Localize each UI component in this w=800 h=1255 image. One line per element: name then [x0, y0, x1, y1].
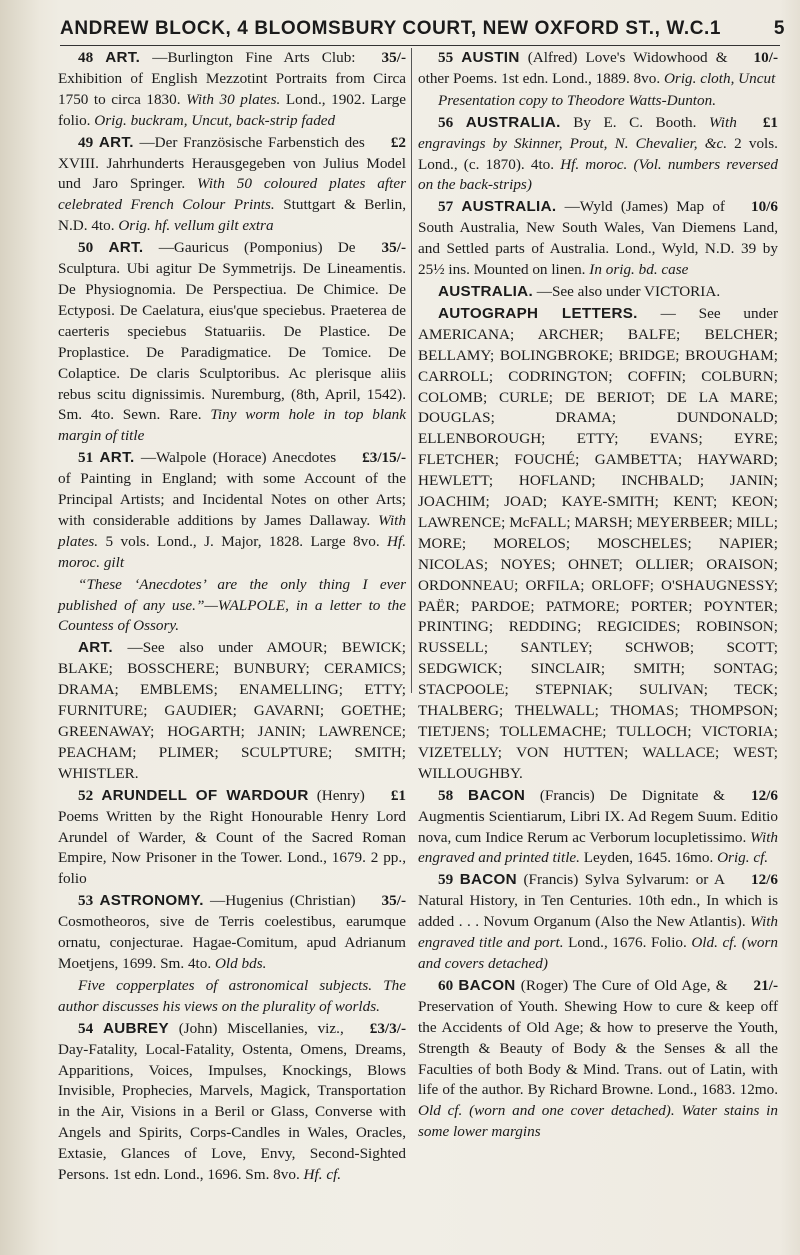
entry-heading: BACON [458, 976, 516, 994]
entry-italic-note: Orig. cloth, Uncut [663, 69, 776, 87]
catalogue-entry [418, 91, 778, 112]
entry-text: —Walpole (Horace) Anecdotes of Painting in England; with some Account of the Principal Artists; and Incidental Notes on other Arts; with considerable additions by James Dallaway. [58, 449, 406, 529]
catalogue-entry [418, 976, 778, 1143]
entry-number: 55 [438, 49, 454, 66]
left-column [58, 48, 406, 1187]
catalogue-entry [58, 238, 406, 447]
catalogue-entry [418, 282, 778, 303]
entry-text: (Alfred) Love's Widowhood & other Poems. 1st edn. Lond., 1889. 8vo. [418, 49, 728, 87]
catalogue-entry [418, 197, 778, 281]
bookseller-address: ANDREW BLOCK, 4 BLOOMSBURY COURT, NEW OXFORD ST., W.C.1 [60, 18, 722, 39]
entry-text: —Gauricus (Pomponius) De Sculptura. Ubi agitur De Symmetrijs. De Lineamentis. De Physiognomia. De Perspectiua. De Chimice. De Ectyposi. De Caelatura, eius'que speciebus. Praeterea de caerteris speciebus Statuariis. De Plastice. De Proplastice. De Paradigmatice. De Tomice. De Colaptice. De claris Sculptoribus. Ac plerisque aliis rebus scitu dignissimis. Nuremburg, (8th, April, 1542). Sm. 4to. Sewn. Rare. [58, 239, 406, 424]
entry-price: £2 [390, 133, 406, 151]
entry-heading: ART. [99, 449, 135, 467]
entry-number: 49 [78, 133, 94, 151]
entry-text: (Henry) Poems Written by the Right Honourable Henry Lord Arundel of Warder, & Count of the Sacred Roman Empire, Now Prisoner in the Tower. Lond., 1679. 2 pp., folio [58, 786, 406, 888]
entry-heading: AUSTIN [461, 49, 520, 66]
catalogue-entry [58, 448, 406, 573]
entry-imprint: 2 vols. Lond., (c. 1870). 4to. [418, 134, 778, 173]
entry-number: 51 [78, 449, 94, 467]
column-divider [411, 48, 412, 693]
entry-italic-note: With plates. [58, 511, 406, 550]
catalogue-entry [418, 113, 778, 197]
catalogue-entry [58, 786, 406, 891]
entry-heading: ART. [98, 133, 134, 151]
entry-heading: AUSTRALIA. [465, 113, 561, 131]
catalogue-entry [58, 638, 406, 784]
catalogue-entry [58, 891, 406, 975]
entry-imprint: Lond., 1676. Folio. [568, 934, 687, 952]
catalogue-entry [418, 304, 778, 785]
entry-binding-note: Orig. buckram, Uncut, back-strip faded [94, 111, 336, 129]
catalogue-entry [418, 870, 778, 975]
catalogue-entry [418, 48, 778, 90]
entry-price: 35/- [381, 49, 406, 66]
entry-italic-note: With engraved title and port. [418, 913, 779, 952]
entry-price: 12/6 [750, 786, 778, 804]
entry-italic-note: “These ‘Anecdotes’ are the only thing I ever published of any use.”—WALPOLE, in a letter to the Countess of Ossory. [58, 575, 406, 635]
entry-heading: AUSTRALIA. [438, 282, 533, 300]
entry-number: 60 [438, 976, 454, 994]
entry-imprint: 5 vols. Lond., J. Major, 1828. Large 8vo. [105, 532, 380, 550]
entry-price: £1 [762, 113, 778, 131]
entry-text: —Hugenius (Christian) Cosmotheoros, sive de Terris coelestibus, earumque ornatu, conjecturae. Hagae-Comitum, apud Adrianum Moetjens, 1699. Sm. 4to. [58, 892, 406, 972]
entry-italic-note: Old cf. (worn and one cover detached). Water stains in some lower margins [418, 1102, 778, 1141]
entry-price: £1 [390, 786, 406, 804]
page-number: 5 [773, 18, 785, 39]
entry-price: 12/6 [750, 871, 778, 889]
entry-heading: BACON [467, 786, 526, 804]
entry-italic-note: With engraved and printed title. [418, 828, 779, 867]
entry-number: 56 [438, 113, 454, 131]
entry-italic-note: Five copperplates of astronomical subjects. The author discusses his views on the plurality of worlds. [58, 976, 406, 1015]
entry-imprint: Leyden, 1645. 16mo. [583, 849, 714, 867]
entry-price: £3/15/- [362, 449, 406, 467]
entry-italic-note: Presentation copy to Theodore Watts-Dunton. [438, 91, 716, 109]
entry-number: 59 [438, 871, 454, 889]
entry-heading: ASTRONOMY. [99, 892, 204, 910]
entry-price: 10/6 [750, 198, 778, 216]
entry-text: — See under AMERICANA; ARCHER; BALFE; BELCHER; BELLAMY; BOLINGBROKE; BRIDGE; BROUGHAM; CARROLL; CODRINGTON; COFFIN; COLBURN; COLOMB; CURLE; DE BERIOT; DE LA MARE; DOUGLAS; DRAMA; DUNDONALD; ELLENBOROUGH; ETTY; EVANS; EYRE; FLETCHER; FOUCHÉ; GAMBETTA; HAYWARD; HEWLETT; HOFLAND; INCHBALD; JANIN; JOACHIM; JOAD; KAYE-SMITH; KENT; KEON; LAWRENCE; McFALL; MARSH; MEYERBEER; MILL; MORE; MORELOS; MOSCHELES; NAPIER; NICOLAS; NOYES; OHNET; OLLIER; ORAISON; ORDONNEAU; ORFILA; ORLOFF; O'SHAUGNESSY; PAËR; PARDOE; PATMORE; PORTER; POYNTER; PRINTING; REDDING; REGICIDES; ROBINSON; RUSSELL; SANTLEY; SCHWOB; SCOTT; SEDGWICK; SINCLAIR; SMITH; SONTAG; STACPOOLE; STEPNIAK; SULIVAN; TECK; THALBERG; THELWALL; THOMAS; THOMPSON; TIETJENS; TOLLEMACHE; TULLOCH; VICTORIA; VIZETELLY; VON HUTTEN; WALLACE; WEST; WILLOUGHBY. [418, 304, 779, 782]
entry-text: —See also under AMOUR; BEWICK; BLAKE; BOSSCHERE; BUNBURY; CERAMICS; DRAMA; EMBLEMS; ENAMELLING; ETTY; FURNITURE; GAUDIER; GAVARNI; GOETHE; GREENAWAY; HOGARTH; JANIN; LAWRENCE; PEACHAM; PLIMER; SCULPTURE; SMITH; WHISTLER. [58, 639, 407, 782]
entry-price: £3/3/- [369, 1019, 406, 1037]
entry-number: 57 [438, 198, 454, 216]
entry-binding-note: Old. cf. (worn and covers detached) [418, 934, 778, 972]
entry-text: —Der Französische Farbenstich des XVIII. Jahrhunderts Herausgegeben von Julius Model und Jaro Springer. [58, 133, 406, 193]
entry-price: 10/- [753, 49, 778, 66]
entry-text: —Wyld (James) Map of South Australia, New South Wales, Van Diemens Land, and Settled parts of Australia. Lond., Wyld, N.D. 39 by 25½ ins. Mounted on linen. [418, 198, 778, 279]
catalogue-entry [58, 1019, 406, 1186]
entry-heading: ARUNDELL OF WARDOUR [101, 786, 309, 804]
entry-italic-note: Hf. cf. [303, 1166, 342, 1184]
entry-heading: ART. [105, 49, 141, 66]
entry-number: 53 [78, 892, 94, 910]
catalogue-entry [418, 786, 778, 870]
entry-number: 48 [78, 49, 94, 66]
entry-binding-note: Hf. moroc. gilt [58, 532, 407, 571]
entry-number: 54 [78, 1019, 94, 1037]
entry-text: (John) Miscellanies, viz., Day-Fatality, Local-Fatality, Ostenta, Omens, Dreams, Apparitions, Voices, Impulses, Knockings, Blows Invisible, Prophecies, Marvels, Magick, Transportation in the Air, Visions in a Beril or Glass, Converse with Angels and Spirits, Corps-Candles in Wales, Oracles, Extasie, Glances of Love, Envy, Second-Sighted Persons. 1st edn. Lond., 1696. Sm. 8vo. [58, 1019, 406, 1184]
entry-heading: AUTOGRAPH LETTERS. [438, 304, 638, 322]
catalogue-entry [58, 133, 406, 238]
entry-binding-note: Orig. cf. [717, 849, 769, 867]
entry-heading: AUSTRALIA. [461, 198, 557, 216]
entry-text: (Francis) De Dignitate & Augmentis Scientiarum, Libri IX. Ad Regem Suum. Editio nova, cum Indice Rerum ac Verborum locupletissimo. [418, 786, 778, 846]
entry-text: By E. C. Booth. [573, 113, 697, 131]
entry-binding-note: Hf. moroc. (Vol. numbers reversed on the back-strips) [418, 155, 778, 194]
entry-italic-note: With 30 plates. [186, 90, 281, 108]
entry-italic-note: In orig. bd. case [589, 261, 689, 279]
entry-number: 58 [438, 786, 454, 804]
catalogue-entry [58, 976, 406, 1018]
entry-text: —See also under VICTORIA. [536, 282, 721, 300]
entry-italic-note: With engravings by Skinner, Prout, N. Chevalier, &c. [418, 113, 737, 152]
entry-price: 21/- [753, 976, 778, 994]
entry-text: —Burlington Fine Arts Club: Exhibition of English Mezzotint Portraits from Circa 1750 to circa 1830. [58, 49, 406, 108]
running-head [60, 18, 785, 40]
header-rule [60, 45, 780, 46]
entry-imprint: Lond., 1902. Large folio. [58, 90, 406, 129]
entry-heading: AUBREY [102, 1019, 169, 1037]
entry-price: 35/- [381, 239, 406, 257]
entry-italic-note: Tiny worm hole in top blank margin of title [58, 406, 407, 445]
entry-heading: ART. [78, 639, 113, 657]
entry-price: 35/- [381, 892, 406, 910]
catalogue-entry [58, 48, 406, 132]
entry-text: (Roger) The Cure of Old Age, & Preservation of Youth. Shewing How to cure & keep off the Accidents of Old Age; & how to preserve the Youth, Strength & Beauty of Body & the Senses & all the Faculties of both Body & Mind. Trans. out of Latin, with life of the author. By Richard Browne. Lond., 1683. 12mo. [418, 976, 778, 1099]
entry-number: 50 [78, 239, 94, 257]
entry-italic-note: With 50 coloured plates after celebrated French Colour Prints. [58, 175, 406, 214]
entry-binding-note: Orig. hf. vellum gilt extra [118, 217, 274, 235]
right-column [418, 48, 778, 1144]
entry-imprint: Stuttgart & Berlin, N.D. 4to. [58, 196, 407, 235]
entry-text: (Francis) Sylva Sylvarum: or A Natural History, in Ten Centuries. 10th edn., In which is added . . . Novum Organum (Also the New Atlantis). [418, 871, 778, 931]
entry-heading: ART. [108, 239, 144, 257]
entry-heading: BACON [459, 871, 517, 889]
catalogue-entry [58, 575, 406, 638]
entry-number: 52 [78, 786, 94, 804]
entry-italic-note: Old bds. [214, 954, 267, 972]
